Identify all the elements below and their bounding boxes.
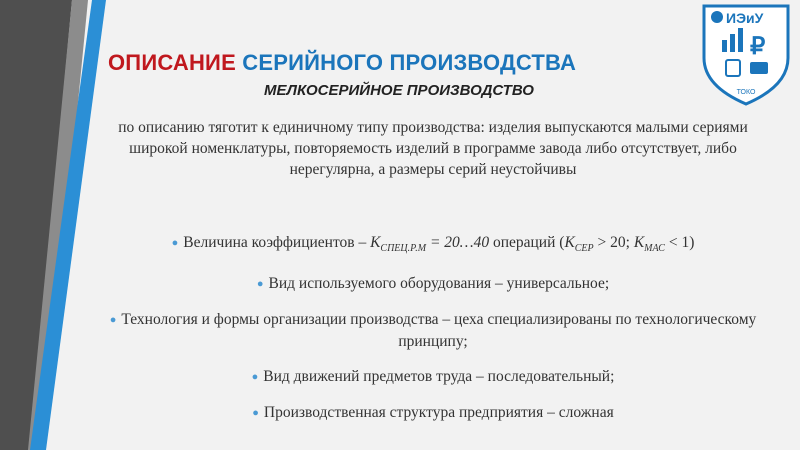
- logo: [700, 2, 792, 106]
- page-title: [108, 50, 576, 76]
- coef-k-spec-sub: СПЕЦ.Р.М: [380, 243, 427, 255]
- subtitle: МЕЛКОСЕРИЙНОЕ ПРОИЗВОДСТВО: [264, 82, 534, 99]
- title-rest: СЕРИЙНОГО ПРОИЗВОДСТВА: [242, 50, 577, 75]
- svg-text:₽: ₽: [750, 33, 766, 60]
- bullet-text: Вид используемого оборудования – универсальное;: [268, 275, 610, 293]
- list-item: [108, 309, 758, 352]
- bullet-text: Величина коэффициентов –: [183, 234, 371, 251]
- coef-k-ser-sub: СЕР: [574, 243, 594, 255]
- coef-k-spec-value: = 20…40: [426, 234, 490, 251]
- list-item: [108, 232, 758, 259]
- bullet-icon: ●: [109, 314, 117, 327]
- list-item: [108, 402, 758, 424]
- coef-k-ser: К: [564, 234, 575, 251]
- list-item: [108, 366, 758, 388]
- bullet-text: Технология и формы организации производства – цеха специализированы по технологическому принципу;: [121, 311, 757, 351]
- coef-k-mas-value: < 1): [664, 234, 695, 251]
- bullet-text: Производственная структура предприятия – сложная: [263, 404, 614, 422]
- logo-text: ИЭиУ: [726, 10, 764, 26]
- bullet-icon: ●: [251, 371, 259, 384]
- bullet-list: [108, 232, 758, 438]
- bullet-icon: ●: [252, 407, 259, 420]
- intro-paragraph: по описанию тяготит к единичному типу производства: изделия выпускаются малыми сериями широкой номенклатуры, повторяемость изделий в программе завода либо отсутствует, либо нерегулярна, а размеры серий неустойчивы: [118, 119, 748, 178]
- bullet-text: Вид движений предметов труда – последовательный;: [263, 368, 615, 386]
- coef-k-mas-sub: МАС: [644, 243, 665, 255]
- title-prefix: ОПИСАНИЕ: [108, 50, 236, 75]
- list-item: [108, 273, 758, 295]
- bullet-icon: ●: [171, 237, 179, 249]
- bullet-icon: ●: [256, 278, 264, 291]
- coef-k-spec: К: [370, 234, 381, 251]
- bullet-text-mid: операций (: [489, 234, 565, 251]
- coef-k-mas: К: [633, 234, 645, 251]
- coef-k-ser-value: > 20;: [593, 234, 634, 251]
- logo-bottom-text: ТОКО: [736, 89, 756, 96]
